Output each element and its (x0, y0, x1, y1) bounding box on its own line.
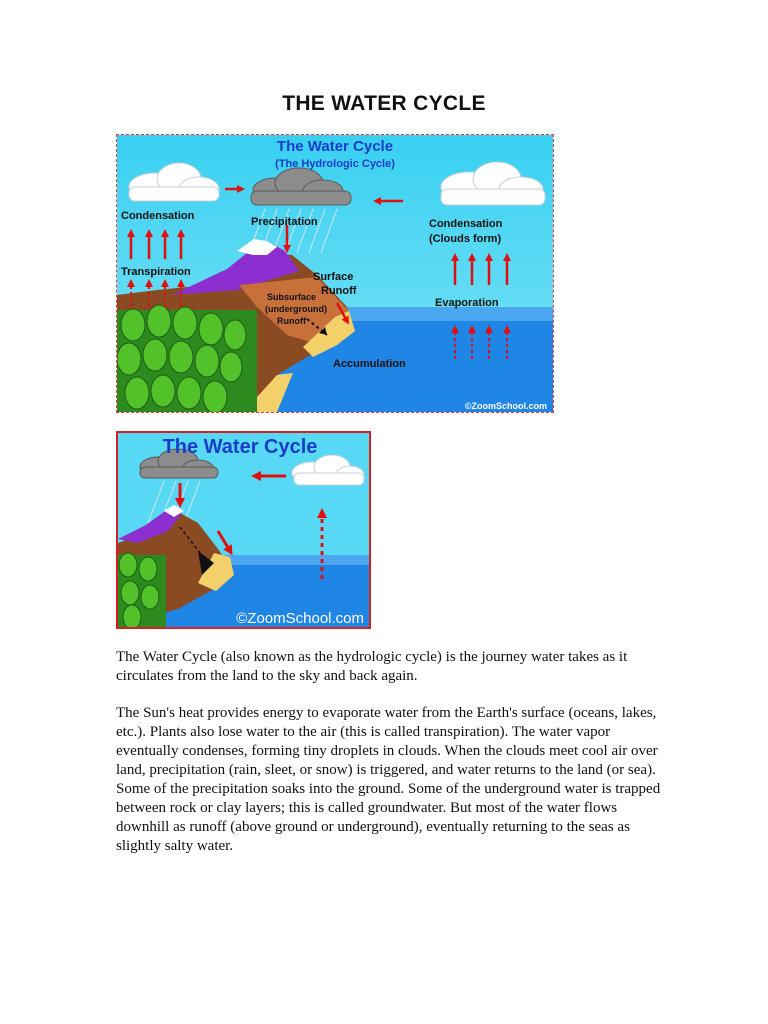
diagram-subtitle: (The Hydrologic Cycle) (275, 158, 395, 170)
label-condensation-right: Condensation (429, 218, 503, 230)
thumbnail-title: The Water Cycle (162, 436, 318, 458)
forest (117, 305, 257, 412)
label-precipitation: Precipitation (251, 216, 318, 228)
label-transpiration: Transpiration (121, 266, 191, 278)
label-condensation-left: Condensation (121, 210, 195, 222)
label-subsurface-1: Subsurface (267, 292, 317, 302)
paragraph-explanation: The Sun's heat provides energy to evaporate water from the Earth's surface (oceans, lakes, etc.). Plants also lose water to the air (this is called transpiration). The water vapor eventually condenses, forming tiny droplets in clouds. When the clouds meet cool air over land, precipitation (rain, sleet, or snow) is triggered, and water returns to the land (or sea). Some of the precipitation soaks into the ground. Some of the underground water is trapped between rock or clay layers; this is called groundwater. But most of the water flows downhill as runoff (above ground or underground), eventually returning to the seas as slightly salty water. (116, 705, 661, 854)
label-subsurface-2: (underground) (265, 304, 327, 314)
label-surface-runoff-1: Surface (313, 271, 354, 283)
diagram-title: The Water Cycle (276, 138, 394, 155)
label-accumulation: Accumulation (333, 358, 406, 370)
water-cycle-diagram-illustration (117, 135, 553, 412)
diagram-credit: ©ZoomSchool.com (464, 401, 547, 411)
label-evaporation: Evaporation (435, 297, 499, 309)
forest (118, 553, 166, 627)
water-cycle-thumbnail (116, 431, 371, 629)
paragraph-intro: The Water Cycle (also known as the hydrologic cycle) is the journey water takes as it circulates from the land to the sky and back again. (116, 649, 628, 684)
water-cycle-thumbnail-illustration (118, 433, 369, 627)
label-subsurface-3: Runoff (277, 316, 306, 326)
label-surface-runoff-2: Runoff (321, 285, 357, 297)
label-clouds-form: (Clouds form) (429, 233, 502, 245)
water-cycle-diagram (116, 134, 554, 413)
page-title: THE WATER CYCLE (282, 92, 486, 115)
thumbnail-credit: ©ZoomSchool.com (236, 610, 364, 627)
